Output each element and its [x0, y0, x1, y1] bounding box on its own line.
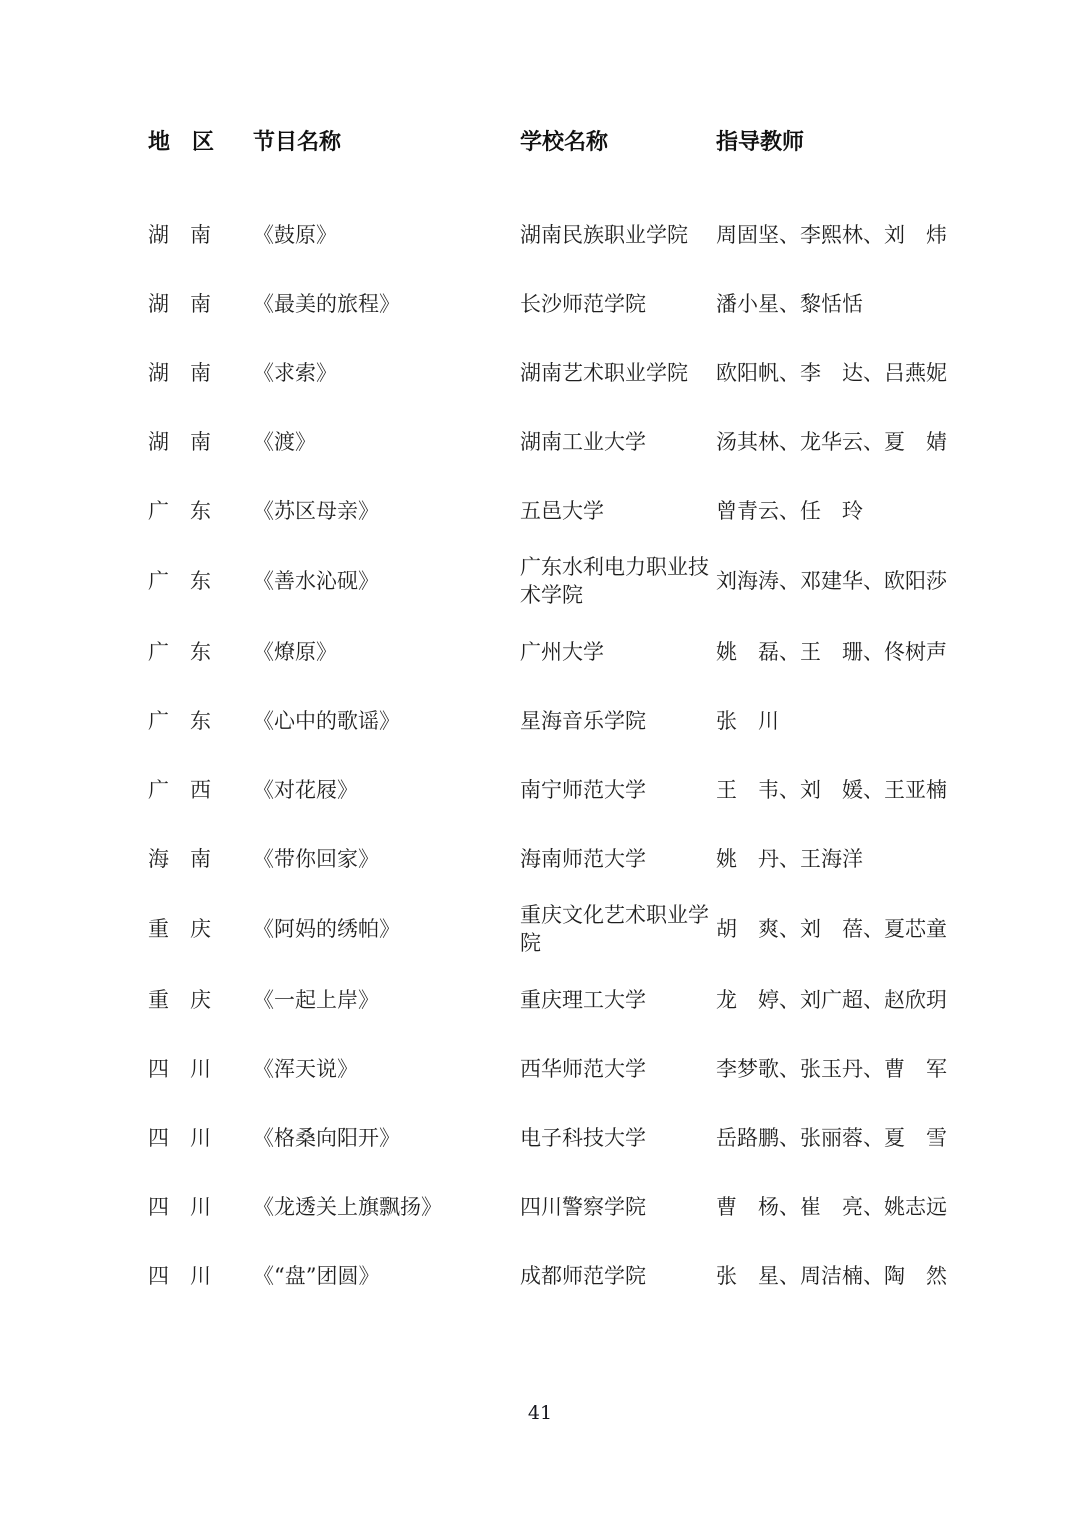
teachers-cell: 姚 磊、王 珊、佟树声	[716, 639, 947, 664]
region-cell: 广 东	[148, 569, 211, 593]
school-cell: 重庆理工大学	[520, 987, 646, 1012]
school-cell: 西华师范大学	[520, 1056, 646, 1081]
table-row	[148, 1172, 1040, 1241]
program-cell: 《带你回家》	[253, 846, 379, 871]
school-cell: 四川警察学院	[520, 1194, 646, 1219]
teachers-cell: 周固坚、李熙林、刘 炜	[716, 222, 947, 247]
school-cell: 五邑大学	[520, 498, 604, 523]
region-cell: 湖 南	[148, 291, 211, 316]
page-number: 41	[527, 1402, 553, 1424]
school-cell: 湖南艺术职业学院	[520, 360, 688, 385]
region-cell: 四 川	[148, 1263, 211, 1288]
region-cell: 四 川	[148, 1125, 211, 1150]
table-row	[148, 617, 1040, 686]
region-cell: 重 庆	[148, 917, 211, 941]
school-cell: 星海音乐学院	[520, 708, 646, 733]
school-cell: 成都师范学院	[520, 1263, 646, 1288]
region-cell: 湖 南	[148, 222, 211, 247]
program-cell: 《求索》	[253, 360, 337, 385]
program-cell: 《阿妈的绣帕》	[253, 917, 400, 941]
region-cell: 广 东	[148, 639, 211, 664]
school-cell: 南宁师范大学	[520, 777, 646, 802]
school-cell: 湖南工业大学	[520, 429, 646, 454]
teachers-cell: 张 川	[716, 708, 779, 733]
table-row	[148, 338, 1040, 407]
teachers-cell: 胡 爽、刘 蓓、夏芯童	[716, 917, 947, 941]
table-row	[148, 824, 1040, 893]
school-cell: 电子科技大学	[520, 1125, 646, 1150]
region-cell: 湖 南	[148, 429, 211, 454]
table-row	[148, 407, 1040, 476]
school-cell: 长沙师范学院	[520, 291, 646, 316]
table-row	[148, 269, 1040, 338]
table-row	[148, 893, 1040, 965]
program-cell: 《善水沁砚》	[253, 569, 379, 593]
region-cell: 广 东	[148, 498, 211, 523]
program-cell: 《鼓原》	[253, 222, 337, 247]
school-cell: 重庆文化艺术职业学院	[520, 903, 709, 955]
table-row	[148, 1241, 1040, 1310]
table-header-row	[148, 129, 1040, 155]
program-cell: 《最美的旅程》	[253, 291, 400, 316]
school-cell: 广东水利电力职业技术学院	[520, 555, 709, 607]
table-row	[148, 755, 1040, 824]
program-cell: 《苏区母亲》	[253, 498, 379, 523]
region-cell: 湖 南	[148, 360, 211, 385]
teachers-cell: 李梦歌、张玉丹、曹 军	[716, 1056, 947, 1081]
program-cell: 《心中的歌谣》	[253, 708, 400, 733]
region-cell: 重 庆	[148, 987, 211, 1012]
column-header-teachers: 指导教师	[716, 129, 805, 154]
region-cell: 四 川	[148, 1194, 211, 1219]
table-row	[148, 686, 1040, 755]
program-cell: 《渡》	[253, 429, 316, 454]
region-cell: 海 南	[148, 846, 211, 871]
program-cell: 《龙透关上旗飘扬》	[253, 1194, 442, 1219]
table-row	[148, 1103, 1040, 1172]
region-cell: 广 西	[148, 777, 211, 802]
column-header-school: 学校名称	[520, 129, 609, 154]
program-cell: 《对花屐》	[253, 777, 358, 802]
column-header-program: 节目名称	[253, 129, 342, 154]
column-header-region: 地 区	[148, 129, 215, 154]
program-cell: 《燎原》	[253, 639, 337, 664]
program-cell: 《“盘”团圆》	[253, 1263, 380, 1288]
teachers-cell: 王 韦、刘 媛、王亚楠	[716, 777, 947, 802]
teachers-cell: 曾青云、任 玲	[716, 498, 863, 523]
table-row	[148, 545, 1040, 617]
table-row	[148, 200, 1040, 269]
table-body	[148, 200, 1040, 1310]
school-cell: 广州大学	[520, 639, 604, 664]
region-cell: 四 川	[148, 1056, 211, 1081]
program-cell: 《格桑向阳开》	[253, 1125, 400, 1150]
region-cell: 广 东	[148, 708, 211, 733]
program-cell: 《一起上岸》	[253, 987, 379, 1012]
teachers-cell: 岳路鹏、张丽蓉、夏 雪	[716, 1125, 947, 1150]
teachers-cell: 汤其林、龙华云、夏 婧	[716, 429, 947, 454]
teachers-cell: 潘小星、黎恬恬	[716, 291, 863, 316]
school-cell: 海南师范大学	[520, 846, 646, 871]
teachers-cell: 姚 丹、王海洋	[716, 846, 863, 871]
table-row	[148, 476, 1040, 545]
school-cell: 湖南民族职业学院	[520, 222, 688, 247]
table-row	[148, 1034, 1040, 1103]
teachers-cell: 刘海涛、邓建华、欧阳莎	[716, 569, 947, 593]
teachers-cell: 曹 杨、崔 亮、姚志远	[716, 1194, 947, 1219]
teachers-cell: 张 星、周洁楠、陶 然	[716, 1263, 947, 1288]
teachers-cell: 龙 婷、刘广超、赵欣玥	[716, 987, 947, 1012]
program-cell: 《浑天说》	[253, 1056, 358, 1081]
table-row	[148, 965, 1040, 1034]
teachers-cell: 欧阳帆、李 达、吕燕妮	[716, 360, 947, 385]
